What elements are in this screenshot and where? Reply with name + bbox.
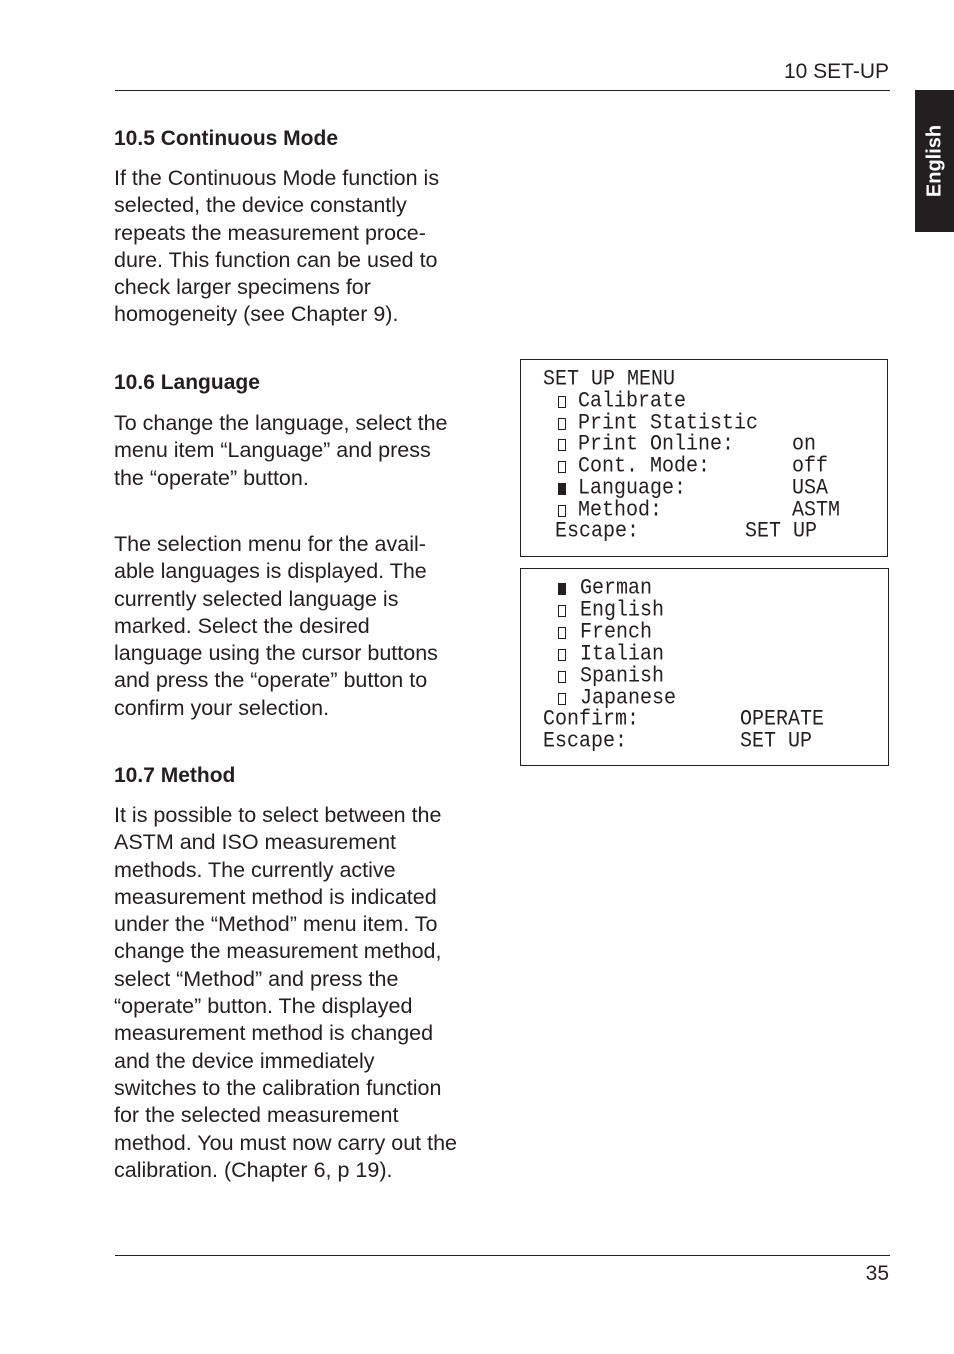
escape-label: Escape: [555,518,640,545]
language-option: English [580,597,665,624]
side-tab-label: English [923,124,945,198]
language-option: German [580,575,653,602]
unselected-marker-icon [558,693,566,705]
text-line: It is possible to select between the [114,803,442,827]
language-option: French [580,619,653,646]
unselected-marker-icon [558,649,566,661]
text-line: and press the “operate” button to [114,668,428,693]
text-line: language using the cursor buttons [114,641,438,666]
text-line: dure. This function can be used to [114,247,438,272]
menu-item-value: off [792,453,829,480]
unselected-marker-icon [558,461,566,473]
text-line: measurement method is changed [114,1021,434,1046]
unselected-marker-icon [558,627,566,639]
menu-item-label: Print Online: [578,431,735,458]
confirm-value: OPERATE [740,706,825,733]
text-line: method. You must now carry out the [114,1130,458,1155]
page-number: 35 [865,1262,889,1285]
text-line: change the measurement method, [114,939,442,964]
section-heading: 10.6 Language [114,371,260,394]
text-line: If the Continuous Mode function is [114,166,440,190]
text-line: check larger specimens for [114,275,371,300]
text-line: able languages is displayed. The [114,559,427,584]
text-line: confirm your selection. [114,695,330,720]
paragraph [114,165,494,329]
confirm-label: Confirm: [543,706,640,733]
running-header: 10 SET-UP [783,60,889,83]
text-line: measurement method is indicated [114,884,437,909]
text-line: switches to the calibration function [114,1075,442,1100]
language-menu-display [520,568,889,766]
menu-item-value: USA [792,475,829,502]
text-line: select “Method” and press the [114,966,399,991]
unselected-marker-icon [558,418,566,430]
language-option: Spanish [580,663,665,689]
text-line: currently selected language is [114,586,399,611]
header-rule [115,90,890,91]
menu-item-label: Print Statistic [578,410,759,437]
text-line: To change the language, select the [114,411,448,435]
language-option: Italian [580,641,665,668]
language-side-tab [915,90,954,232]
escape-value: SET UP [745,518,818,545]
text-line: “operate” button. The displayed [114,994,413,1019]
escape-label: Escape: [543,728,628,755]
menu-item-value: on [792,431,817,458]
unselected-marker-icon [558,605,566,617]
text-line: marked. Select the desired [114,613,370,638]
escape-value: SET UP [740,728,813,755]
unselected-marker-icon [558,439,566,451]
unselected-marker-icon [558,396,566,408]
menu-item-label: Calibrate [578,388,687,415]
text-line: menu item “Language” and press [114,438,431,463]
text-line: for the selected measurement [114,1103,399,1128]
menu-item-label: Cont. Mode: [578,453,711,480]
text-line: ASTM and ISO measurement [114,830,396,855]
section-heading: 10.7 Method [114,764,236,787]
paragraph [114,802,494,1184]
paragraph [114,410,494,492]
menu-title: SET UP MENU [543,366,676,393]
unselected-marker-icon [558,671,566,683]
menu-item-label: Method: [578,497,663,523]
selected-marker-icon [558,583,566,595]
paragraph [114,531,494,722]
footer-rule [115,1255,890,1256]
menu-item-label: Language: [578,475,687,502]
text-line: The selection menu for the avail- [114,532,426,556]
section-heading: 10.5 Continuous Mode [114,127,339,150]
text-line: selected, the device constantly [114,193,407,218]
language-option: Japanese [580,685,677,711]
text-line: calibration. (Chapter 6, p 19). [114,1157,393,1182]
text-line: under the “Method” menu item. To [114,912,438,937]
text-line: homogeneity (see Chapter 9). [114,302,399,327]
selected-marker-icon [558,483,566,495]
unselected-marker-icon [558,505,566,517]
menu-item-value: ASTM [792,497,841,523]
text-line: and the device immediately [114,1048,375,1073]
text-line: the “operate” button. [114,465,309,490]
setup-menu-display [520,359,888,557]
text-line: repeats the measurement proce- [114,220,426,245]
text-line: methods. The currently active [114,857,396,882]
